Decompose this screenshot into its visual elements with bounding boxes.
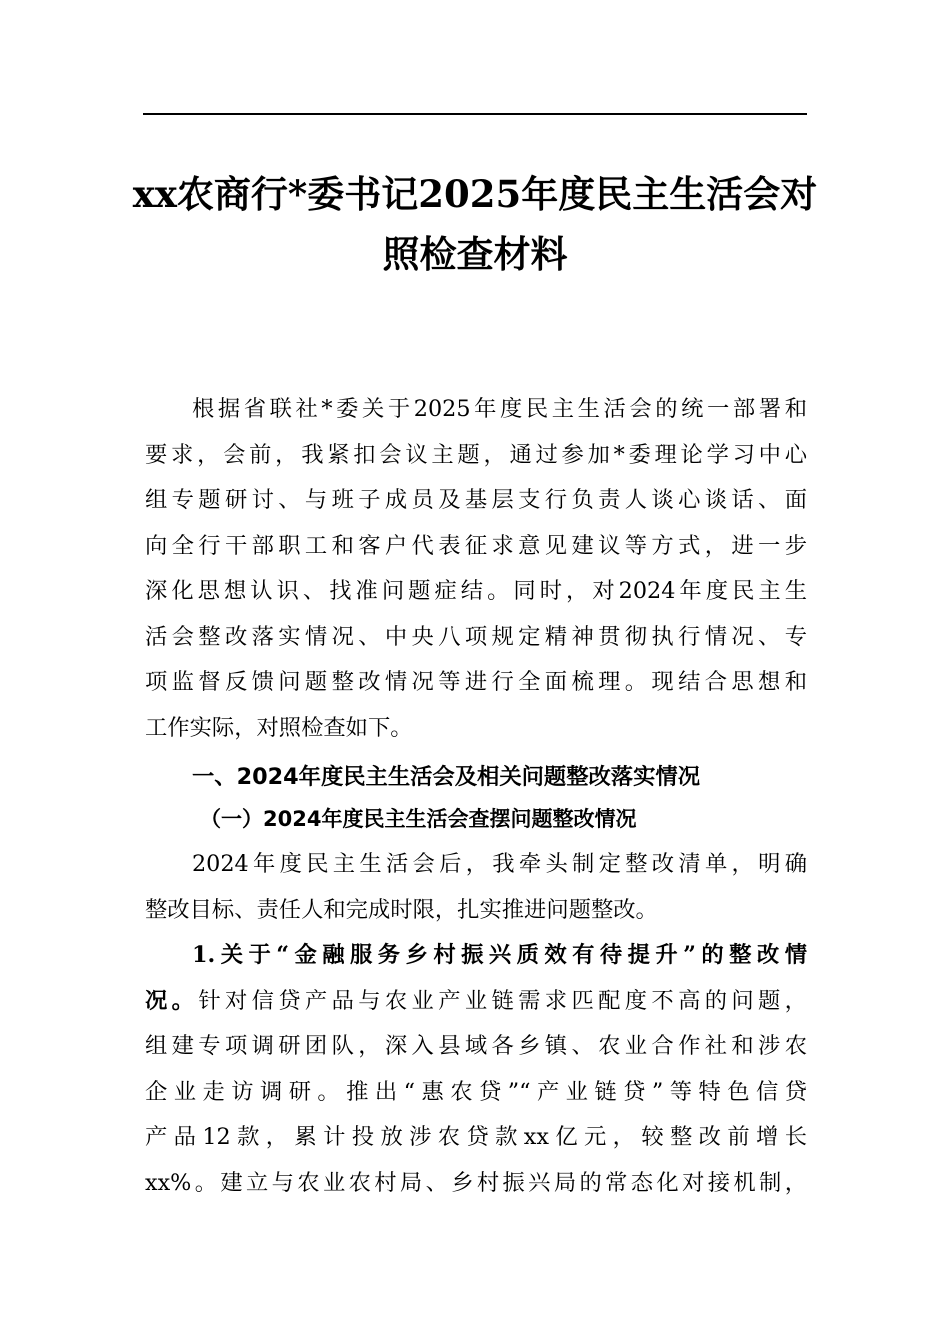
intro-line: 向全行干部职工和客户代表征求意见建议等方式，进一步: [145, 532, 807, 559]
paragraph-line: [145, 979, 807, 1025]
document-title: [120, 164, 830, 284]
paragraph-line: 产品12款，累计投放涉农贷款xx亿元，较整改前增长: [145, 1124, 807, 1150]
section-heading-1: 一、2024年度民主生活会及相关问题整改落实情况: [192, 764, 700, 790]
item-1-bold-lead: 况。: [145, 987, 199, 1014]
subsection-paragraph: [145, 842, 807, 933]
intro-line: 根据省联社*委关于2025年度民主生活会的统一部署和: [192, 396, 807, 422]
item-1-paragraph: [145, 933, 807, 1206]
subsection-heading-1: （一）2024年度民主生活会查摆问题整改情况: [200, 807, 637, 831]
paragraph-line: 2024年度民主生活会后，我牵头制定整改清单，明确: [192, 851, 807, 877]
paragraph-line: xx%。建立与农业农村局、乡村振兴局的常态化对接机制，: [145, 1169, 807, 1196]
item-1-line-rest: 针对信贷产品与农业产业链需求匹配度不高的问题，: [198, 987, 807, 1014]
header-rule: [143, 113, 807, 115]
paragraph-line: 企业走访调研。推出“惠农贷”“产业链贷”等特色信贷: [145, 1078, 807, 1105]
intro-line: 活会整改落实情况、中央八项规定精神贯彻执行情况、专: [145, 623, 807, 650]
intro-line: 项监督反馈问题整改情况等进行全面梳理。现结合思想和: [145, 669, 807, 695]
intro-paragraph: [145, 387, 807, 751]
intro-line: 组专题研讨、与班子成员及基层支行负责人谈心谈话、面: [145, 487, 807, 513]
title-line-2: 照检查材料: [382, 232, 568, 276]
intro-line: 深化思想认识、找准问题症结。同时，对2024年度民主生: [145, 578, 807, 604]
title-line-1: xx农商行*委书记2025年度民主生活会对: [132, 172, 818, 216]
paragraph-line: 整改目标、责任人和完成时限，扎实推进问题整改。: [145, 896, 658, 923]
intro-line: 工作实际，对照检查如下。: [145, 714, 413, 741]
paragraph-line: 组建专项调研团队，深入县域各乡镇、农业合作社和涉农: [145, 1033, 807, 1059]
item-1-bold-text: 1.关于“金融服务乡村振兴质效有待提升”的整改情: [192, 942, 807, 968]
intro-line: 要求，会前，我紧扣会议主题，通过参加*委理论学习中心: [145, 441, 807, 468]
item-1-bold-heading: [145, 933, 807, 979]
